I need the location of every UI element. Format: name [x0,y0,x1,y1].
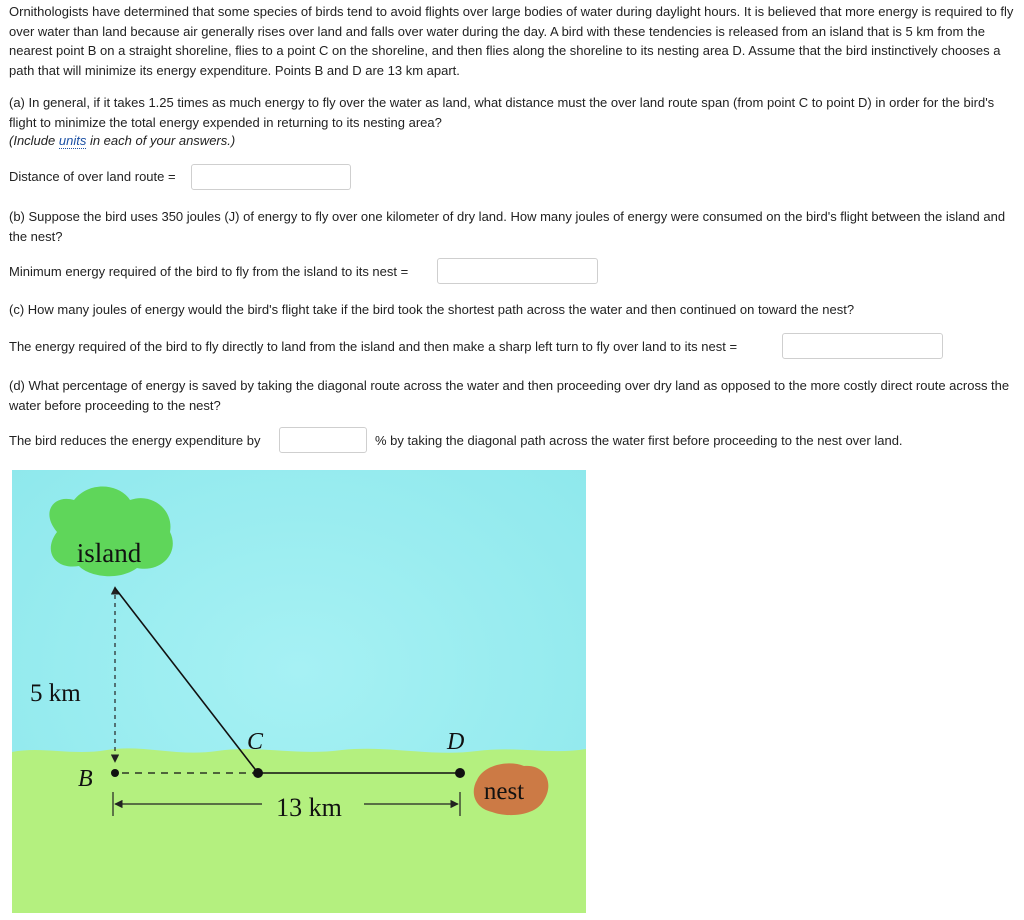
part-a-question: (a) In general, if it takes 1.25 times as much energy to fly over the water as land, what distance must the over land route span (from point C to point D) in order for the bird's flight to minimize the total energy expended in returning to its nesting area? [9,95,995,130]
minimum-energy-input[interactable] [437,258,598,284]
horizontal-distance-label: 13 km [276,793,342,822]
island-label: island [76,538,142,568]
point-d-label: D [447,729,465,755]
point-b-label: B [78,766,93,792]
point-d-dot [455,768,465,778]
units-link[interactable]: units [58,133,87,148]
part-d-label-after: % by taking the diagonal path across the water first before proceeding to the nest over land. [375,433,903,448]
part-b-question: (b) Suppose the bird uses 350 joules (J) of energy to fly over one kilometer of dry land. How many joules of energy were consumed on the bird's flight between the island and the nest? [9,209,1006,244]
part-b-label: Minimum energy required of the bird to fly from the island to its nest = [9,264,409,279]
point-c-label: C [247,729,264,755]
part-d-label-before: The bird reduces the energy expenditure by [9,433,261,448]
units-note: (Include units in each of your answers.) [9,133,236,148]
bird-path-figure [12,470,586,913]
problem-intro: Ornithologists have determined that some species of birds tend to avoid flights over large bodies of water during daylight hours. It is believed that more energy is required to fly over water than land because air generally rises over land and falls over water during the day. A bird with these tendencies is released from an island that is 5 km from the nearest point B on a straight shoreline, flies to a point C on the shoreline, and then flies along the shoreline to its nesting area D. Assume that the bird instinctively chooses a path that will minimize its energy expenditure. Points B and D are 13 km apart. [9,4,1014,78]
nest-label: nest [483,778,525,805]
direct-route-energy-input[interactable] [782,333,943,359]
point-b-dot [111,769,119,777]
percentage-saved-input[interactable] [279,427,367,453]
part-c-question: (c) How many joules of energy would the bird's flight take if the bird took the shortest path across the water and then continued on toward the nest? [9,302,855,317]
part-c-label: The energy required of the bird to fly directly to land from the island and then make a sharp left turn to fly over land to its nest = [9,339,738,354]
vertical-distance-label: 5 km [30,680,81,707]
distance-over-land-input[interactable] [191,164,351,190]
point-c-dot [253,768,263,778]
part-d-question: (d) What percentage of energy is saved by taking the diagonal route across the water and then proceeding over dry land as opposed to the more costly direct route across the water before proceeding to the nest? [9,378,1010,413]
part-a-label: Distance of over land route = [9,169,176,184]
